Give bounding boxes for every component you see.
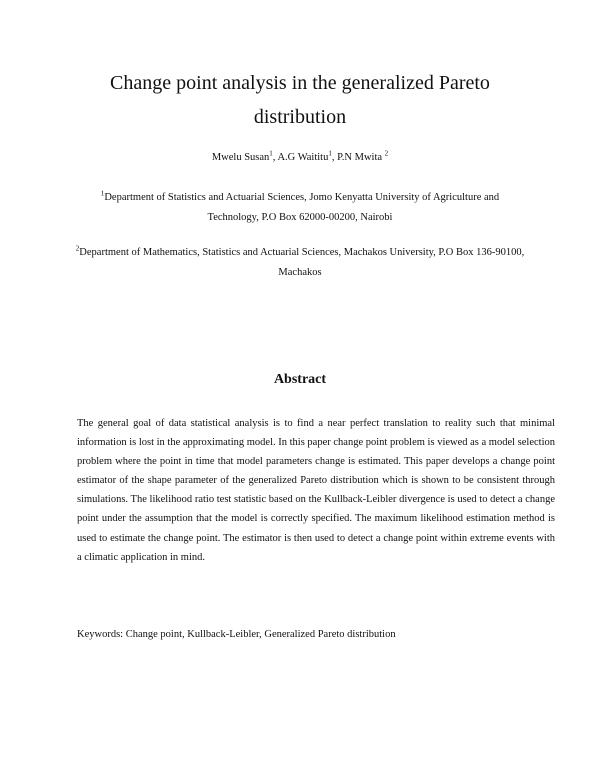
author-name: P.N Mwita — [337, 152, 385, 163]
author-affil-mark: 2 — [384, 149, 389, 158]
affil-line-1: Department of Mathematics, Statistics and Actuarial Sciences, Machakos University, P.O Box 136-90100, — [79, 247, 525, 258]
abstract-heading: Abstract — [273, 372, 327, 387]
affil-line-1: Department of Statistics and Actuarial Sciences, Jomo Kenyatta University of Agriculture and — [104, 192, 500, 203]
author-affil-mark: 1 — [328, 149, 332, 158]
affil-line-2: Machakos — [278, 267, 322, 278]
author-separator: , — [272, 152, 278, 163]
affil-number: 1 — [100, 189, 105, 198]
affil-number: 2 — [75, 244, 80, 253]
author-affil-mark: 1 — [269, 149, 273, 158]
title-line-2: distribution — [253, 106, 347, 128]
author-name: A.G Waititu — [277, 152, 329, 163]
paper-title — [60, 66, 540, 134]
affiliation-1 — [72, 188, 528, 228]
abstract-text: The general goal of data statistical analysis is to find a near perfect translation to reality such that minimal information is lost in the approximating model. In this paper change point problem is viewed as a model selection problem where the point in time that model parameters change is estimated. This paper develops a change point estimator of the shape parameter of the generalized Pareto distribution which is shown to be consistent through simulations. The likelihood ratio test statistic based on the Kullback-Leibler divergence is used to detect a change point under the assumption that the model is correctly specified. The maximum likelihood estimation method is used to estimate the change point. The estimator is then used to detect a change point within extreme events with a climatic application in mind. — [77, 418, 555, 563]
author-separator: , — [331, 152, 338, 163]
keywords: Keywords: Change point, Kullback-Leibler, Generalized Pareto distribution — [77, 629, 396, 640]
affil-line-2: Technology, P.O Box 62000-00200, Nairobi — [207, 212, 393, 223]
author-name: Mwelu Susan — [211, 152, 270, 163]
title-line-1: Change point analysis in the generalized Pareto — [110, 72, 490, 94]
author-list — [60, 151, 540, 165]
affiliation-2 — [72, 243, 528, 283]
